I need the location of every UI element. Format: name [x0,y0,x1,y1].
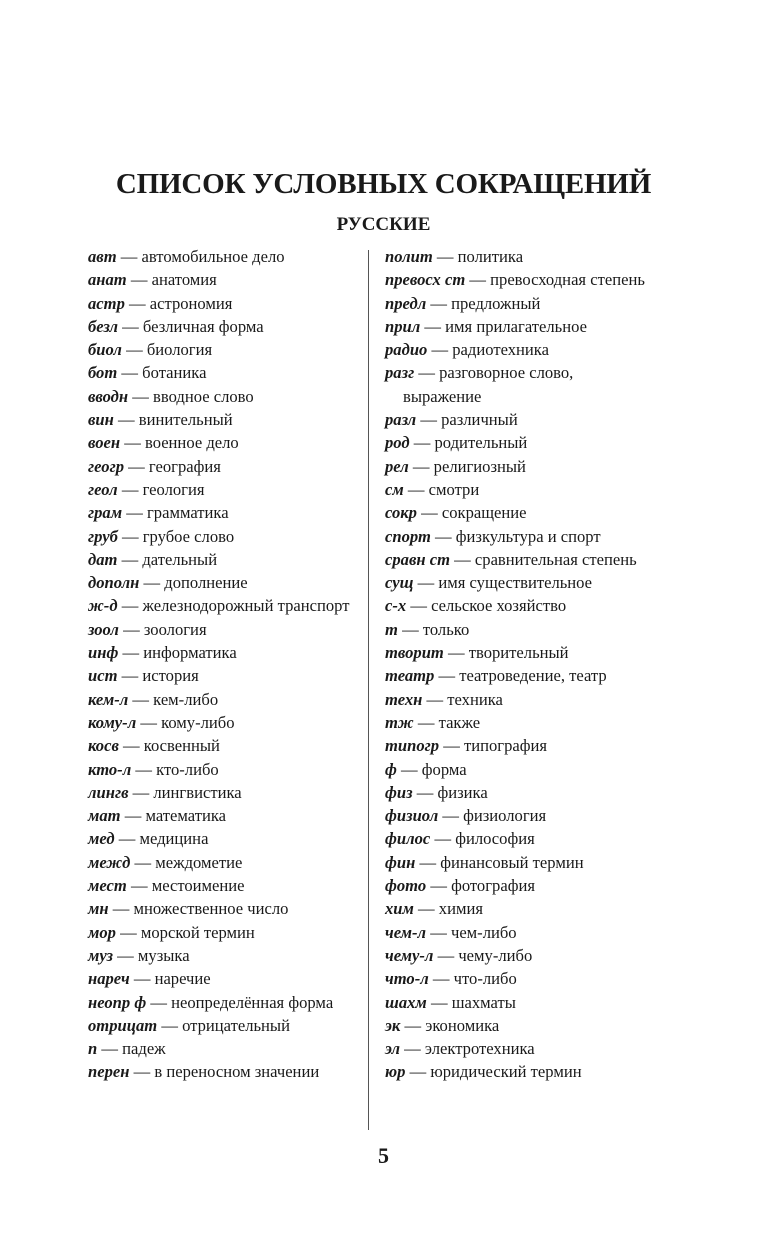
abbreviation-term: дат [88,549,118,569]
abbreviation-term: юр [385,1062,406,1082]
abbreviation-term: перен [88,1062,130,1082]
abbreviation-entry [385,851,655,874]
abbreviation-definition: военное дело [144,433,239,453]
abbreviation-definition: в переносном значении [154,1062,320,1082]
left-abbreviation-column [88,245,358,1084]
abbreviation-term: что-л [385,969,429,989]
abbreviation-definition: экономика [425,1015,500,1035]
abbreviation-entry [385,781,655,804]
entry-dash: — [126,270,152,290]
abbreviation-entry [385,1037,655,1060]
abbreviation-entry [385,1014,655,1037]
abbreviation-entry [88,711,358,734]
abbreviation-definition: кто-либо [156,759,219,779]
abbreviation-definition: лингвистика [153,782,242,802]
abbreviation-definition: математика [145,806,227,826]
abbreviation-definition: чем-либо [450,922,517,942]
abbreviation-entry [385,897,655,920]
abbreviation-entry [385,758,655,781]
abbreviation-term: с-х [385,596,407,616]
abbreviation-definition: безличная форма [142,316,264,336]
entry-dash: — [413,899,439,919]
entry-dash: — [427,340,453,360]
entry-dash: — [430,526,456,546]
abbreviation-definition: автомобильное дело [141,247,285,266]
entry-dash: — [400,1039,425,1059]
entry-dash: — [117,666,143,686]
abbreviation-term: мн [88,899,109,919]
abbreviation-term: рел [385,456,409,476]
abbreviation-entry [385,641,655,664]
entry-dash: — [120,433,145,453]
entry-dash: — [413,712,439,732]
entry-dash: — [129,969,155,989]
abbreviation-definition: химия [438,899,483,919]
abbreviation-term: бот [88,363,118,383]
abbreviation-term: авт [88,247,117,266]
abbreviation-entry [88,268,358,291]
abbreviation-definition: косвенный [143,736,220,756]
entry-dash: — [412,782,438,802]
abbreviation-entry [88,688,358,711]
abbreviation-term: см [385,479,404,499]
abbreviation-term: дополн [88,573,140,593]
abbreviation-term: кто-л [88,759,132,779]
abbreviation-definition: родительный [434,433,528,453]
abbreviation-definition: медицина [139,829,209,849]
abbreviation-definition: шахматы [451,992,516,1012]
abbreviation-definition: астрономия [149,293,233,313]
abbreviation-term: эк [385,1015,401,1035]
abbreviation-entry [385,1060,655,1083]
entry-dash: — [416,503,442,523]
abbreviation-entry [88,897,358,920]
entry-dash: — [405,1062,431,1082]
abbreviation-definition: что-либо [453,969,517,989]
entry-dash: — [157,1015,183,1035]
abbreviation-entry [88,315,358,338]
abbreviation-entry [88,758,358,781]
entry-dash: — [426,922,451,942]
abbreviation-definition: имя прилагательное [445,316,587,336]
abbreviation-definition: чему-либо [458,945,533,965]
abbreviation-term: разл [385,410,417,430]
entry-dash: — [432,247,458,266]
abbreviation-term: нареч [88,969,130,989]
abbreviation-term: мор [88,922,116,942]
entry-dash: — [439,736,464,756]
page-number: 5 [378,1143,389,1168]
entry-dash: — [414,363,440,383]
entry-dash: — [117,596,143,616]
abbreviation-definition: религиозный [433,456,526,476]
abbreviation-definition: железнодорожный транспорт [142,596,350,616]
abbreviation-term: шахм [385,992,427,1012]
abbreviation-entry [88,641,358,664]
abbreviation-term: тж [385,712,414,732]
abbreviation-term: техн [385,689,423,709]
entry-dash: — [124,293,150,313]
abbreviation-entry [385,268,655,291]
entry-dash: — [450,549,475,569]
entry-dash: — [146,992,172,1012]
abbreviation-term: творит [385,643,444,663]
abbreviation-definition: дательный [142,549,218,569]
abbreviation-entry [88,1060,358,1083]
abbreviation-definition: только [422,619,470,639]
abbreviation-term: типогр [385,736,440,756]
abbreviation-entry [88,921,358,944]
abbreviation-entry [88,385,358,408]
abbreviation-definition: междометие [155,852,243,872]
abbreviation-definition: форма [421,759,467,779]
abbreviation-entry [385,431,655,454]
entry-dash: — [115,922,141,942]
entry-dash: — [118,643,144,663]
entry-dash: — [397,619,423,639]
abbreviation-entry [385,921,655,944]
abbreviation-definition: разговорное слово, выражение [403,363,574,406]
abbreviation-term: геогр [88,456,124,476]
abbreviation-definition: множественное число [133,899,289,919]
abbreviation-entry [88,967,358,990]
abbreviation-entry [88,944,358,967]
abbreviation-definition: фотография [451,876,535,896]
abbreviation-term: хим [385,899,414,919]
abbreviation-entry [385,967,655,990]
abbreviation-term: кем-л [88,689,129,709]
entry-dash: — [139,573,165,593]
entry-dash: — [108,899,134,919]
abbreviation-entry [88,991,358,1014]
entry-dash: — [128,386,154,406]
page-title: СПИСОК УСЛОВНЫХ СОКРАЩЕНИЙ [115,168,652,200]
abbreviation-term: зоол [88,619,119,639]
abbreviation-entry [88,827,358,850]
abbreviation-term: сущ [385,573,414,593]
entry-dash: — [121,340,147,360]
abbreviation-term: кому-л [88,712,137,732]
entry-dash: — [128,689,154,709]
entry-dash: — [422,689,448,709]
abbreviation-definition: сравнительная степень [474,549,637,569]
abbreviation-definition: грубое слово [142,526,235,546]
abbreviation-entry [385,874,655,897]
abbreviation-entry [385,618,655,641]
abbreviation-entry [88,874,358,897]
abbreviation-entry [88,245,358,268]
entry-dash: — [413,573,439,593]
entry-dash: — [406,596,432,616]
abbreviation-definition: геология [142,479,205,499]
entry-dash: — [430,829,456,849]
abbreviation-entry [88,664,358,687]
entry-dash: — [113,945,138,965]
abbreviation-term: фото [385,876,427,896]
abbreviation-definition: физиология [463,806,547,826]
abbreviation-term: вин [88,410,114,430]
entry-dash: — [396,759,422,779]
abbreviation-entry [385,827,655,850]
abbreviation-definition: политика [457,247,524,266]
entry-dash: — [117,549,143,569]
abbreviation-entry [385,315,655,338]
entry-dash: — [433,945,459,965]
abbreviation-term: биол [88,340,122,360]
abbreviation-definition: театроведение, театр [459,666,607,686]
abbreviation-term: сокр [385,503,417,523]
entry-dash: — [124,456,149,476]
abbreviation-definition: техника [447,689,503,709]
abbreviation-definition: типография [463,736,548,756]
abbreviation-entry [88,781,358,804]
abbreviation-definition: наречие [154,969,211,989]
entry-dash: — [443,643,469,663]
abbreviation-entry [88,525,358,548]
abbreviation-entry [385,478,655,501]
abbreviation-term: разг [385,363,415,383]
abbreviation-term: п [88,1039,98,1059]
abbreviation-term: лингв [88,782,129,802]
abbreviation-definition: также [438,712,481,732]
entry-dash: — [420,316,446,336]
entry-dash: — [97,1039,123,1059]
entry-dash: — [117,479,143,499]
entry-dash: — [129,1062,155,1082]
abbreviation-term: ж-д [88,596,118,616]
abbreviation-definition: неопределённая форма [171,992,334,1012]
abbreviation-definition: превосходная степень [490,270,645,290]
abbreviation-entry [88,804,358,827]
abbreviation-definition: творительный [468,643,569,663]
abbreviation-entry [88,548,358,571]
abbreviation-definition: география [148,456,221,476]
abbreviation-definition: местоимение [151,876,245,896]
abbreviation-entry [88,734,358,757]
abbreviation-term: филос [385,829,431,849]
abbreviation-entry [385,245,655,268]
abbreviation-entry [385,338,655,361]
abbreviation-term: воен [88,433,121,453]
abbreviation-entry [385,688,655,711]
abbreviation-definition: отрицательный [182,1015,290,1035]
abbreviation-entry [385,944,655,967]
abbreviation-term: фин [385,852,416,872]
entry-dash: — [116,247,142,266]
entry-dash: — [120,806,146,826]
column-divider [368,250,369,1130]
abbreviation-entry [88,408,358,431]
entry-dash: — [117,526,143,546]
abbreviation-definition: зоология [143,619,207,639]
abbreviation-entry [88,431,358,454]
abbreviation-definition: философия [455,829,535,849]
entry-dash: — [128,782,154,802]
abbreviation-entry [385,408,655,431]
abbreviation-definition: кем-либо [153,689,219,709]
entry-dash: — [131,759,157,779]
abbreviation-term: безл [88,316,119,336]
abbreviation-term: ист [88,666,118,686]
abbreviation-term: превосх ст [385,270,466,290]
abbreviation-definition: музыка [137,945,190,965]
abbreviation-definition: история [142,666,199,686]
abbreviation-definition: ботаника [142,363,207,383]
abbreviation-definition: дополнение [164,573,248,593]
abbreviation-definition: предложный [451,293,541,313]
abbreviation-term: геол [88,479,118,499]
section-subtitle: РУССКИЕ [336,214,431,235]
abbreviation-term: груб [88,526,118,546]
abbreviation-term: радио [385,340,428,360]
entry-dash: — [113,410,139,430]
entry-dash: — [403,479,429,499]
abbreviation-term: инф [88,643,119,663]
entry-dash: — [136,712,162,732]
abbreviation-entry [88,501,358,524]
abbreviation-entry [88,361,358,384]
entry-dash: — [126,876,152,896]
abbreviation-definition: падеж [122,1039,166,1059]
entry-dash: — [434,666,460,686]
abbreviation-definition: грамматика [146,503,229,523]
abbreviation-entry [385,594,655,617]
abbreviation-definition: анатомия [151,270,217,290]
entry-dash: — [130,852,156,872]
abbreviation-definition: смотри [428,479,480,499]
entry-dash: — [428,969,454,989]
abbreviation-term: муз [88,945,113,965]
entry-dash: — [118,619,144,639]
abbreviation-term: астр [88,293,125,313]
abbreviation-entry [385,548,655,571]
abbreviation-definition: различный [441,410,518,430]
abbreviation-term: спорт [385,526,431,546]
abbreviation-entry [385,501,655,524]
abbreviation-definition: сокращение [441,503,527,523]
abbreviation-term: ф [385,759,397,779]
abbreviation-definition: юридический термин [430,1062,582,1082]
abbreviation-entry [88,292,358,315]
abbreviation-term: мед [88,829,115,849]
abbreviation-entry [385,991,655,1014]
abbreviation-term: вводн [88,386,129,406]
entry-dash: — [426,876,452,896]
abbreviation-entry [88,478,358,501]
entry-dash: — [409,433,435,453]
abbreviation-definition: вводное слово [153,386,254,406]
entry-dash: — [416,410,442,430]
abbreviation-entry [88,1037,358,1060]
right-abbreviation-column [385,245,655,1084]
abbreviation-definition: кому-либо [161,712,235,732]
abbreviation-term: эл [385,1039,400,1059]
abbreviation-term: чему-л [385,945,434,965]
entry-dash: — [415,852,441,872]
abbreviation-term: анат [88,270,127,290]
abbreviation-term: косв [88,736,119,756]
entry-dash: — [426,992,452,1012]
abbreviation-entry [88,618,358,641]
abbreviation-entry [385,734,655,757]
abbreviation-definition: сельское хозяйство [431,596,567,616]
entry-dash: — [438,806,464,826]
abbreviation-entry [88,571,358,594]
abbreviation-term: грам [88,503,123,523]
entry-dash: — [465,270,491,290]
abbreviation-term: т [385,619,398,639]
abbreviation-term: прил [385,316,421,336]
abbreviation-entry [385,525,655,548]
abbreviation-term: предл [385,293,427,313]
abbreviation-definition: физкультура и спорт [455,526,601,546]
abbreviation-term: межд [88,852,131,872]
abbreviation-definition: радиотехника [452,340,549,360]
abbreviation-term: физ [385,782,413,802]
abbreviation-entry [385,664,655,687]
entry-dash: — [400,1015,426,1035]
abbreviation-term: чем-л [385,922,427,942]
abbreviation-entry [88,851,358,874]
abbreviation-definition: электротехника [424,1039,535,1059]
abbreviation-entry [88,338,358,361]
abbreviation-term: неопр ф [88,992,147,1012]
entry-dash: — [122,503,147,523]
abbreviation-definition: морской термин [140,922,255,942]
abbreviation-entry [385,804,655,827]
abbreviation-definition: физика [437,782,488,802]
entry-dash: — [118,736,144,756]
entry-dash: — [408,456,434,476]
abbreviation-definition: имя существительное [438,573,593,593]
abbreviation-definition: винительный [138,410,233,430]
entry-dash: — [426,293,452,313]
abbreviation-term: физиол [385,806,439,826]
abbreviation-definition: информатика [143,643,237,663]
abbreviation-term: род [385,433,410,453]
abbreviation-term: мест [88,876,127,896]
abbreviation-term: сравн ст [385,549,451,569]
abbreviation-entry [385,711,655,734]
entry-dash: — [117,363,143,383]
abbreviation-term: театр [385,666,435,686]
abbreviation-definition: финансовый термин [440,852,584,872]
abbreviation-definition: биология [146,340,213,360]
abbreviation-entry [385,571,655,594]
abbreviation-entry [385,455,655,478]
abbreviation-entry [88,594,358,617]
abbreviation-entry [88,1014,358,1037]
entry-dash: — [114,829,140,849]
abbreviation-entry [385,292,655,315]
abbreviation-term: полит [385,247,433,266]
abbreviation-entry [88,455,358,478]
entry-dash: — [118,316,143,336]
abbreviation-term: отрицат [88,1015,158,1035]
abbreviation-entry [385,361,655,408]
abbreviation-term: мат [88,806,121,826]
